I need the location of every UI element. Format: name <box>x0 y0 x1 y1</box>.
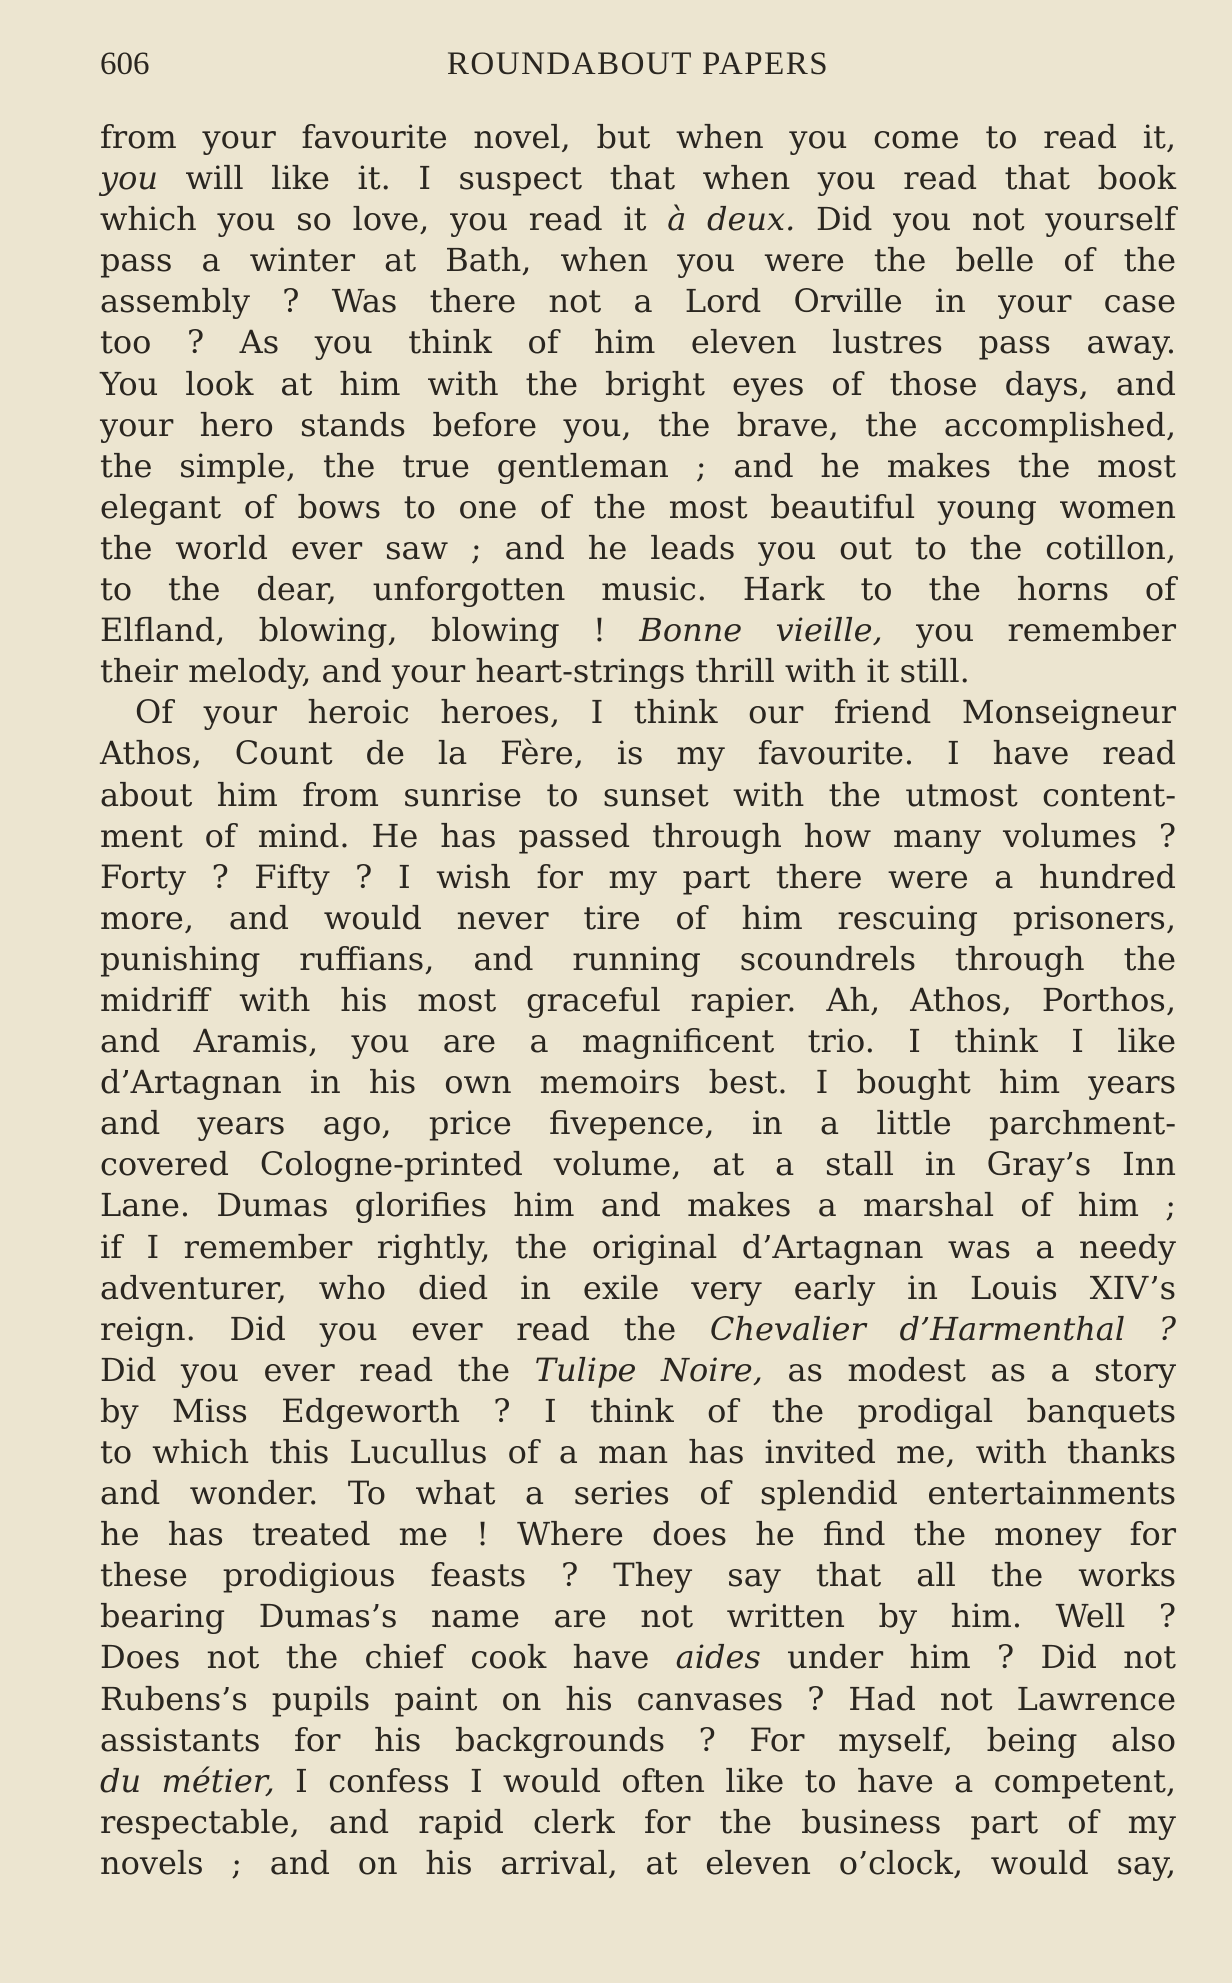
text-span: and years ago, price fivepence, in a little parchment- <box>100 1104 1176 1143</box>
text-span: assembly ? Was there not a Lord Orville in your case <box>100 282 1176 321</box>
text-line <box>100 1679 1176 1720</box>
text-span: Did you ever read the <box>100 1350 535 1389</box>
text-line <box>100 158 1176 199</box>
text-span: d’Artagnan in his own memoirs best. I bought him years <box>100 1063 1176 1102</box>
text-span: Of your heroic heroes, I think our friend Monseigneur <box>135 693 1176 732</box>
text-span: if I remember rightly, the original d’Artagnan was a needy <box>100 1227 1176 1266</box>
text-span: you remember <box>882 611 1177 650</box>
italic-text: à deux. <box>667 200 796 239</box>
text-line <box>100 1637 1176 1678</box>
text-span: and wonder. To what a series of splendid entertainments <box>100 1474 1176 1513</box>
text-span: adventurer, who died in exile very early in Louis XIV’s <box>100 1268 1176 1307</box>
body-text <box>100 117 1176 1884</box>
text-line <box>100 1103 1176 1144</box>
text-line <box>100 898 1176 939</box>
text-span: Did you not yourself <box>795 200 1177 239</box>
text-span: as modest as a story <box>762 1350 1177 1389</box>
text-line <box>100 569 1176 610</box>
text-span: respectable, and rapid clerk for the business part of my <box>100 1802 1176 1841</box>
text-line <box>100 980 1176 1021</box>
text-line <box>100 1144 1176 1185</box>
text-span: the simple, the true gentleman ; and he makes the most <box>100 446 1176 485</box>
text-span: which you so love, you read it <box>100 200 668 239</box>
text-line <box>100 651 1176 692</box>
page-number: 606 <box>100 46 150 82</box>
text-line <box>100 1473 1176 1514</box>
text-span: ment of mind. He has passed through how many volumes ? <box>100 816 1176 855</box>
text-span: covered Cologne-printed volume, at a stall in Gray’s Inn <box>100 1145 1176 1184</box>
text-line <box>100 1432 1176 1473</box>
text-span: their melody, and your heart-strings thrill with it still. <box>100 652 970 691</box>
italic-text: Bonne vieille, <box>639 611 883 650</box>
italic-text: du métier, <box>100 1761 275 1800</box>
text-line <box>100 775 1176 816</box>
text-line <box>100 1720 1176 1761</box>
italic-text: Tulipe Noire, <box>534 1350 763 1389</box>
text-span: midriff with his most graceful rapier. Ah, Athos, Porthos, <box>100 980 1176 1019</box>
text-span: to which this Lucullus of a man has invited me, with thanks <box>100 1433 1176 1471</box>
text-span: these prodigious feasts ? They say that all the works <box>100 1556 1176 1595</box>
text-span: Rubens’s pupils paint on his canvases ? Had not Lawrence <box>100 1679 1176 1718</box>
text-line <box>100 1268 1176 1309</box>
text-line <box>100 446 1176 487</box>
text-span: Athos, Count de la Fère, is my favourite. I have read <box>100 734 1176 773</box>
text-line <box>100 1309 1176 1350</box>
text-line <box>100 1185 1176 1226</box>
text-span: he has treated me ! Where does he find the money for <box>100 1515 1176 1554</box>
text-line <box>100 1227 1176 1268</box>
text-span: I confess I would often like to have a competent, <box>274 1761 1177 1800</box>
italic-text: Chevalier d’Harmenthal ? <box>709 1309 1177 1348</box>
text-span: punishing ruffians, and running scoundrels through the <box>100 939 1176 978</box>
text-line <box>100 405 1176 446</box>
text-line <box>100 1761 1176 1802</box>
text-span: about him from sunrise to sunset with the utmost content- <box>100 775 1176 814</box>
text-line <box>100 281 1176 322</box>
text-span: too ? As you think of him eleven lustres pass away. <box>100 323 1176 362</box>
text-line <box>100 1555 1176 1596</box>
text-line <box>100 364 1176 405</box>
text-line <box>100 117 1176 158</box>
text-span: by Miss Edgeworth ? I think of the prodigal banquets <box>100 1391 1176 1430</box>
text-line <box>100 1021 1176 1062</box>
text-span: assistants for his backgrounds ? For myself, being also <box>100 1720 1176 1759</box>
text-span: bearing Dumas’s name are not written by him. Well ? <box>100 1597 1176 1636</box>
text-span: Lane. Dumas glorifies him and makes a marshal of him ; <box>100 1186 1176 1225</box>
italic-text: you <box>100 159 158 198</box>
text-span: Forty ? Fifty ? I wish for my part there were a hundred <box>100 857 1176 896</box>
running-title: ROUNDABOUT PAPERS <box>446 46 830 82</box>
text-line <box>100 1062 1176 1103</box>
italic-text: aides <box>675 1638 761 1677</box>
page-header <box>100 42 1176 92</box>
text-span: You look at him with the bright eyes of those days, and <box>100 364 1176 403</box>
text-line <box>100 1514 1176 1555</box>
text-span: Does not the chief cook have <box>100 1638 676 1677</box>
text-line <box>100 610 1176 651</box>
text-span: pass a winter at Bath, when you were the belle of the <box>100 241 1176 280</box>
text-line <box>100 240 1176 281</box>
text-line <box>100 692 1176 733</box>
text-span: novels ; and on his arrival, at eleven o’clock, would say, <box>100 1843 1176 1882</box>
text-line <box>100 1843 1176 1884</box>
text-span: the world ever saw ; and he leads you out to the cotillon, <box>100 528 1176 567</box>
text-span: more, and would never tire of him rescuing prisoners, <box>100 898 1176 937</box>
text-span: to the dear, unforgotten music. Hark to the horns of <box>100 570 1176 609</box>
text-span: under him ? Did not <box>760 1638 1177 1677</box>
text-line <box>100 528 1176 569</box>
text-line <box>100 1596 1176 1637</box>
text-line <box>100 1802 1176 1843</box>
text-line <box>100 199 1176 240</box>
text-line <box>100 322 1176 363</box>
text-span: from your favourite novel, but when you come to read it, <box>100 118 1176 156</box>
text-line <box>100 857 1176 898</box>
text-line <box>100 939 1176 980</box>
text-span: your hero stands before you, the brave, the accomplished, <box>100 405 1176 444</box>
text-span: and Aramis, you are a magnificent trio. I think I like <box>100 1022 1176 1061</box>
text-line <box>100 1391 1176 1432</box>
text-span: reign. Did you ever read the <box>100 1309 710 1348</box>
text-line <box>100 733 1176 774</box>
text-span: elegant of bows to one of the most beautiful young women <box>100 487 1176 526</box>
text-line <box>100 487 1176 528</box>
text-span: Elfland, blowing, blowing ! <box>100 611 640 650</box>
text-line <box>100 816 1176 857</box>
text-line <box>100 1350 1176 1391</box>
text-span: will like it. I suspect that when you read that book <box>157 159 1176 198</box>
